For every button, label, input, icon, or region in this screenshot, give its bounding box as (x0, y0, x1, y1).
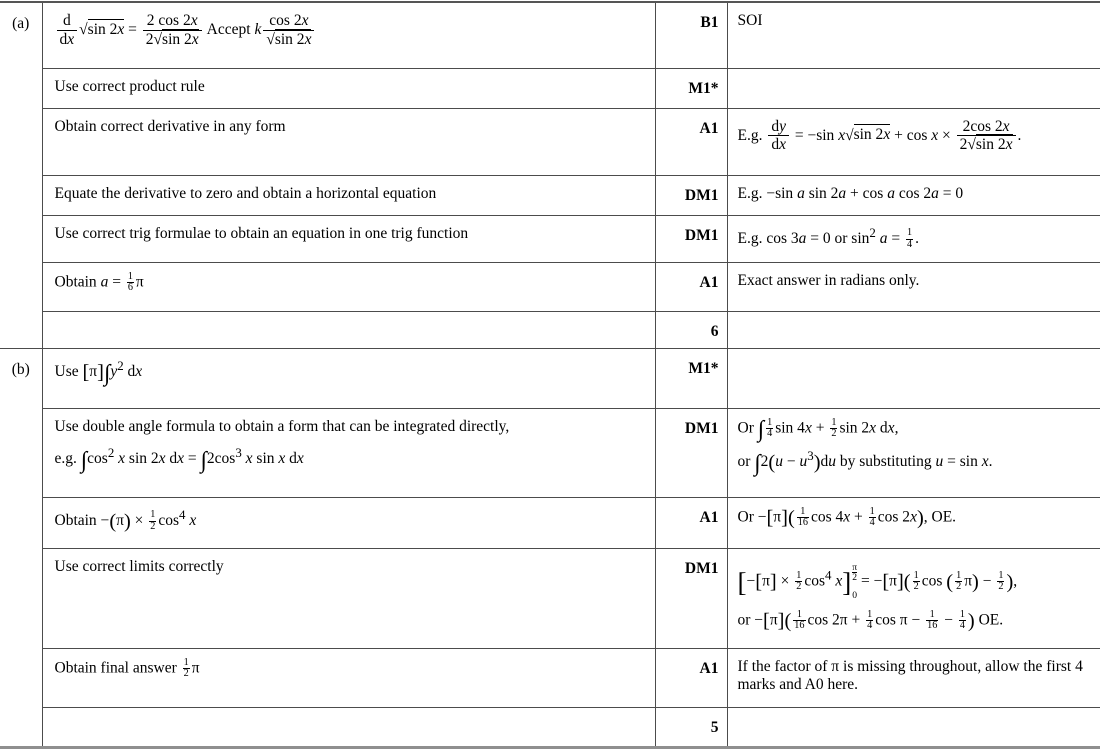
guidance-cell: [−[π] × $\frac{1}{2}$ $\cos^4 x$] π 2 0 = −[π]( $\frac{1}{2}$ cos ( $\frac{1}{2}$ π) − $\frac{1}{2}$ ), or −[π]( $\frac{1}{16}$ cos 2π + $\frac{1}{4}$ cos π − $\frac{1}{16}$ − $\frac{1}{4}$ ) OE. (727, 548, 1100, 648)
mark-cell: B1 (655, 2, 727, 68)
table-row (0, 215, 1100, 262)
mark-cell: DM1 (655, 408, 727, 497)
answer-cell: Use correct trig formulae to obtain an equation in one trig function (42, 215, 655, 262)
table-row (0, 548, 1100, 648)
mark-cell: M1* (655, 348, 727, 408)
mark-cell: A1 (655, 108, 727, 175)
guidance-cell: Or ∫ $\frac{1}{4}$ sin 4x + $\frac{1}{2}$ sin 2x dx, or $\int 2(u - u^3)du$ by substituting u = sin x. (727, 408, 1100, 497)
guidance-cell: E.g. −sin a sin 2a + cos a cos 2a = 0 (727, 175, 1100, 215)
part-label-a: (a) (0, 2, 42, 348)
table-row (0, 648, 1100, 707)
guidance-cell: Or −[π]( $\frac{1}{16}$ cos 4x + $\frac{1}{4}$ cos 2x), OE. (727, 497, 1100, 548)
table-row (0, 108, 1100, 175)
mark-cell: DM1 (655, 215, 727, 262)
guidance-cell: E.g. cos 3a = 0 or $\sin^2 a$ = $\frac{1}{4}$ . (727, 215, 1100, 262)
answer-cell: Obtain correct derivative in any form (42, 108, 655, 175)
answer-cell: Obtain −(π) × $\frac{1}{2}$ $\cos^4 x$ (42, 497, 655, 548)
answer-cell: Use correct product rule (42, 68, 655, 108)
guidance-cell: E.g. $\frac{dy}{dx}$ = −sin x√sin 2x + cos x × $\frac{2\cos 2x}{2√\sin 2x}$ . (727, 108, 1100, 175)
table-row (0, 707, 1100, 747)
answer-cell: Obtain final answer $\frac{1}{2}$ π (42, 648, 655, 707)
guidance-cell: SOI (727, 2, 1100, 68)
answer-cell: Use $[\pi]\int y^2$ dx (42, 348, 655, 408)
table-row (0, 262, 1100, 311)
mark-cell: M1* (655, 68, 727, 108)
table-row (0, 311, 1100, 348)
answer-cell: Equate the derivative to zero and obtain a horizontal equation (42, 175, 655, 215)
mark-cell: DM1 (655, 548, 727, 648)
mark-cell: A1 (655, 497, 727, 548)
mark-cell: A1 (655, 262, 727, 311)
guidance-cell: Exact answer in radians only. (727, 262, 1100, 311)
mark-scheme-table (0, 1, 1100, 749)
table-row (0, 408, 1100, 497)
guidance-cell (727, 311, 1100, 348)
answer-cell: Obtain a = $\frac{1}{6}$ π (42, 262, 655, 311)
mark-cell: A1 (655, 648, 727, 707)
guidance-cell (727, 68, 1100, 108)
table-row (0, 2, 1100, 68)
table-row (0, 497, 1100, 548)
total-marks-a: 6 (655, 311, 727, 348)
part-label-b: (b) (0, 348, 42, 747)
answer-cell: Use correct limits correctly (42, 548, 655, 648)
answer-cell: Use double angle formula to obtain a form that can be integrated directly, e.g. $\int\cos^2$ x sin 2x dx = $\int 2\cos^3$ x sin x dx (42, 408, 655, 497)
table-row (0, 175, 1100, 215)
guidance-cell (727, 348, 1100, 408)
total-marks-b: 5 (655, 707, 727, 747)
answer-cell (42, 707, 655, 747)
mark-cell: DM1 (655, 175, 727, 215)
answer-cell (42, 311, 655, 348)
guidance-cell (727, 707, 1100, 747)
table-row (0, 68, 1100, 108)
guidance-cell: If the factor of π is missing throughout, allow the first 4 marks and A0 here. (727, 648, 1100, 707)
answer-cell: $\frac{d}{dx}$ √sin 2x = $\frac{2 \cos 2x}{2√\sin 2x}$ Accept k $\frac{\cos 2x}{√\sin 2x}$ (42, 2, 655, 68)
table-row (0, 348, 1100, 408)
